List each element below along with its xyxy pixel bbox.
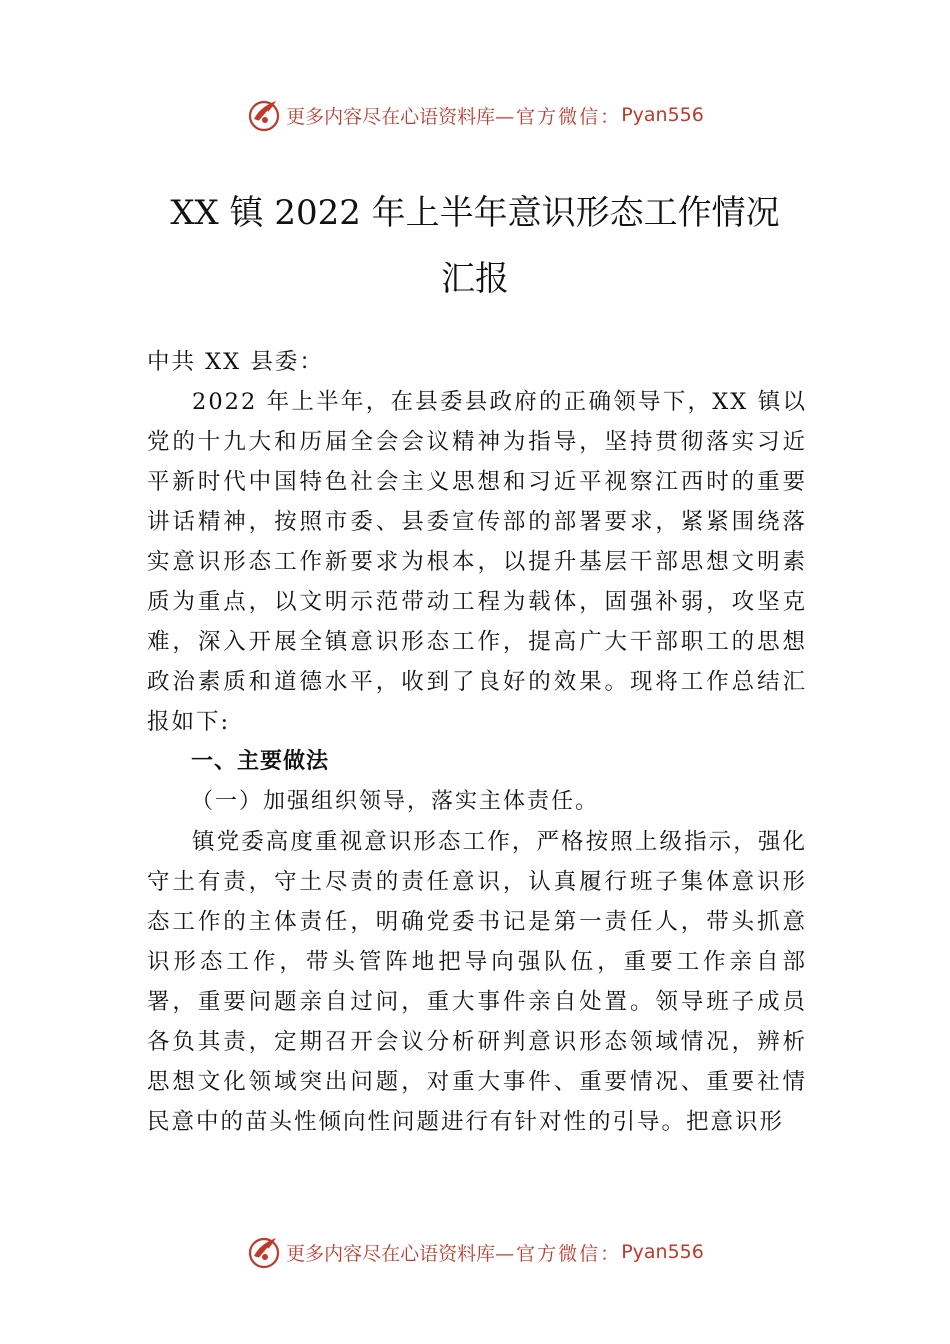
section-heading-main-practices: 一、主要做法 <box>191 749 330 774</box>
quill-seal-icon <box>246 1234 282 1270</box>
quill-seal-icon <box>246 97 282 133</box>
document-title-line-2: 汇报 <box>441 259 509 299</box>
document-title <box>120 180 830 312</box>
watermark-account: Pyan556 <box>621 1241 704 1263</box>
watermark-wechat-label: —官方微信： <box>495 105 622 128</box>
document-title-line-1: XX 镇 2022 年上半年意识形态工作情况 <box>170 193 780 233</box>
watermark-account: Pyan556 <box>621 104 704 126</box>
document-body <box>147 342 807 1142</box>
intro-paragraph: 2022 年上半年，在县委县政府的正确领导下，XX 镇以党的十九大和历届全会会议精神为指导，坚持贯彻落实习近平新时代中国特色社会主义思想和习近平视察江西时的重要讲话精神，按照市委、县委宣传部的部署要求，紧紧围绕落实意识形态工作新要求为根本，以提升基层干部思想文明素质为重点，以文明示范带动工程为载体，固强补弱，攻坚克难，深入开展全镇意识形态工作，提高广大干部职工的思想政治素质和道德水平，收到了良好的效果。现将工作总结汇报如下: <box>147 389 807 735</box>
subsection-heading-organization: （一）加强组织领导，落实主体责任。 <box>191 789 600 814</box>
subsection-paragraph: 镇党委高度重视意识形态工作，严格按照上级指示，强化守土有责，守土尽责的责任意识，认真履行班子集体意识形态工作的主体责任，明确党委书记是第一责任人，带头抓意识形态工作，带头管阵地把导向强队伍，重要工作亲自部署，重要问题亲自过问，重大事件亲自处置。领导班子成员各负其责，定期召开会议分析研判意识形态领域情况，辨析思想文化领域突出问题，对重大事件、重要情况、重要社情民意中的苗头性倾向性问题进行有针对性的引导。把意识形 <box>147 829 807 1135</box>
salutation: 中共 XX 县委： <box>147 349 324 375</box>
watermark-brand-text: 更多内容尽在心语资料库 <box>286 105 496 128</box>
watermark-brand-text: 更多内容尽在心语资料库 <box>286 1242 496 1265</box>
watermark-wechat-label: —官方微信： <box>495 1242 622 1265</box>
header-watermark <box>0 95 950 135</box>
footer-watermark <box>0 1232 950 1272</box>
